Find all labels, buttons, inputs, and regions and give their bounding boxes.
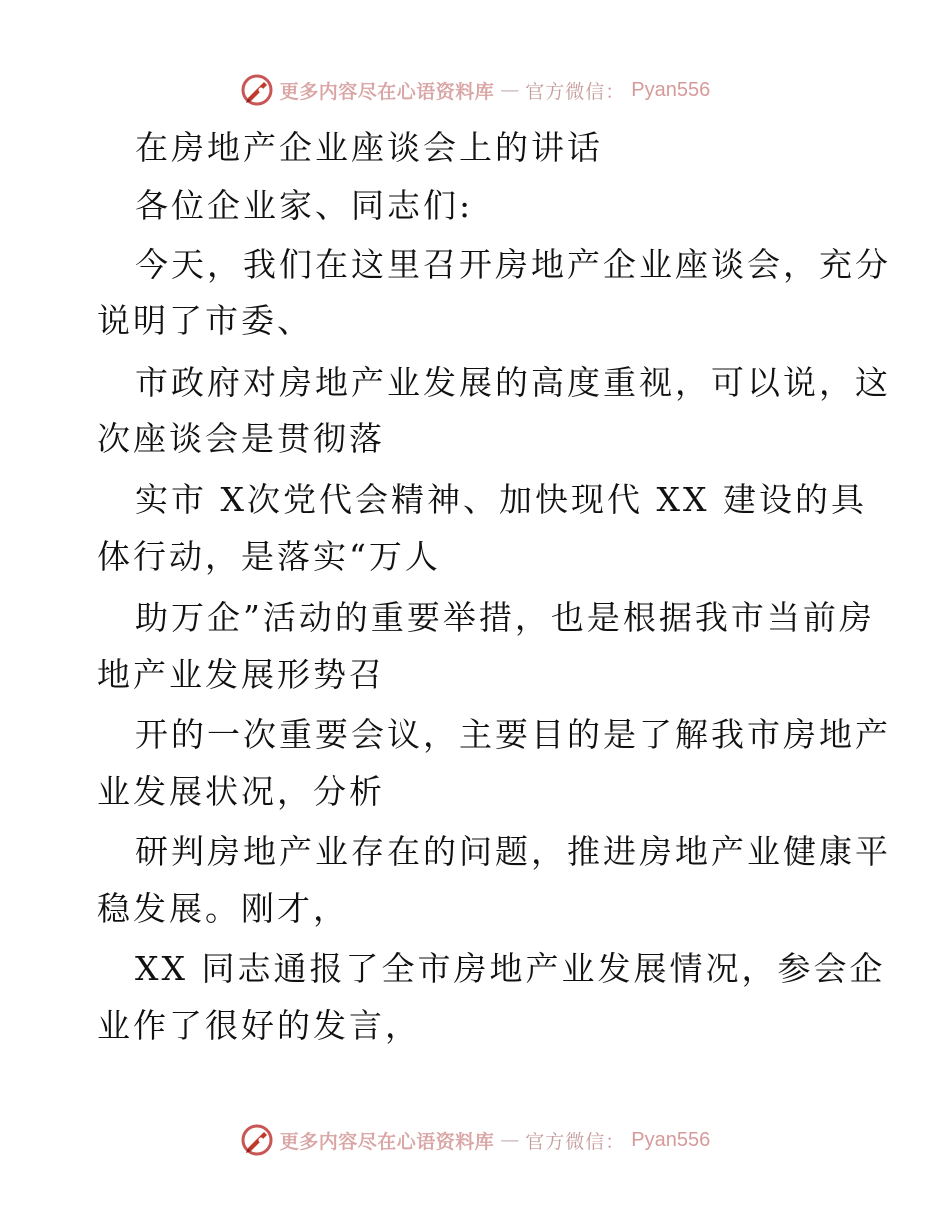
header-watermark [0,70,950,110]
paragraph-line: XX 同志通报了全市房地产业发展情况，参会企 [135,949,886,988]
paragraph-line: 地产业发展形势召 [97,655,385,694]
watermark-dash: — [500,1129,520,1151]
paragraph-line: 研判房地产业存在的问题，推进房地产业健康平 [135,832,891,871]
watermark-official-label: 官方微信： [525,1130,626,1153]
paragraph-line: 稳发展。刚才， [97,889,349,928]
paragraph-line: 体行动，是落实“万人 [97,537,441,576]
paragraph-line: 开的一次重要会议，主要目的是了解我市房地产 [135,715,891,754]
paragraph-line: 业作了很好的发言， [97,1006,421,1045]
paragraph-line: 今天，我们在这里召开房地产企业座谈会，充分 [135,245,891,284]
salutation: 各位企业家、同志们: [135,186,474,225]
footer-watermark [0,1120,950,1160]
paragraph-line: 说明了市委、 [97,301,313,340]
paragraph-line: 助万企”活动的重要举措，也是根据我市当前房 [135,598,875,637]
watermark-text: 更多内容尽在心语资料库 [279,1130,495,1153]
pen-logo-icon [240,1123,274,1157]
watermark-wechat-id: Pyan556 [631,78,711,101]
watermark-dash: — [500,79,520,101]
document-title: 在房地产企业座谈会上的讲话 [135,128,603,167]
pen-logo-icon [240,73,274,107]
watermark-wechat-id: Pyan556 [631,1128,711,1151]
watermark-official-label: 官方微信： [525,80,626,103]
watermark-text: 更多内容尽在心语资料库 [279,80,495,103]
paragraph-line: 市政府对房地产业发展的高度重视，可以说，这 [135,363,891,402]
paragraph-line: 次座谈会是贯彻落 [97,419,385,458]
paragraph-line: 业发展状况，分析 [97,772,385,811]
paragraph-line: 实市 X次党代会精神、加快现代 XX 建设的具 [135,480,867,519]
